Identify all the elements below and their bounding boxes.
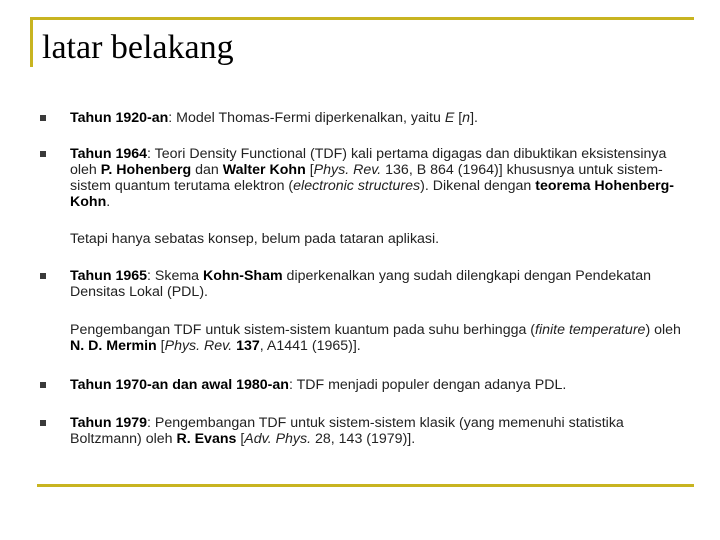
author-name: N. D. Mermin (70, 338, 157, 354)
item-year: Tahun 1965 (70, 268, 148, 284)
item-1920s: Tahun 1920-an: Model Thomas-Fermi diperkenalkan, yaitu E [n]. (70, 110, 478, 126)
note-1965: Pengembangan TDF untuk sistem-sistem kuantum pada suhu berhingga (finite temperature) oleh N. D. Mermin [Phys. Rev. 137, A1441 (1965)]. (70, 322, 681, 354)
item-year: Tahun 1964 (70, 146, 148, 162)
bullet-1 (40, 115, 46, 121)
journal-name: Adv. Phys. (244, 431, 312, 447)
bullet-3 (40, 273, 46, 279)
author-name: P. Hohenberg (100, 162, 192, 178)
journal-name: Phys. Rev. (164, 338, 233, 354)
frame-top-line (30, 17, 694, 20)
bullet-2 (40, 151, 46, 157)
journal-name: Phys. Rev. (313, 162, 382, 178)
author-name: R. Evans (176, 431, 237, 447)
frame-bottom-line (37, 484, 694, 487)
theorem-name: teorema Hohenberg-Kohn (70, 178, 675, 210)
item-1979: Tahun 1979: Pengembangan TDF untuk sistem-sistem klasik (yang memenuhi statistika Boltzmann) oleh R. Evans [Adv. Phys. 28, 143 (1979)]. (70, 415, 624, 447)
bullet-5 (40, 420, 46, 426)
slide-title: latar belakang (42, 29, 234, 66)
bullet-4 (40, 382, 46, 388)
item-1970s-1980s: Tahun 1970-an dan awal 1980-an: TDF menjadi populer dengan adanya PDL. (70, 377, 567, 393)
frame-left-line (30, 17, 33, 67)
item-year: Tahun 1970-an dan awal 1980-an (70, 377, 289, 393)
author-name: Walter Kohn (222, 162, 306, 178)
note-1964: Tetapi hanya sebatas konsep, belum pada tataran aplikasi. (70, 231, 440, 247)
item-year: Tahun 1979 (70, 415, 148, 431)
scheme-name: Kohn-Sham (203, 268, 283, 284)
item-1965: Tahun 1965: Skema Kohn-Sham diperkenalkan yang sudah dilengkapi dengan Pendekatan Densitas Lokal (PDL). (70, 268, 651, 300)
item-year: Tahun 1920-an (70, 110, 169, 126)
item-1964: Tahun 1964: Teori Density Functional (TDF) kali pertama digagas dan dibuktikan eksistensinya oleh P. Hohenberg dan Walter Kohn [Phys. Rev. 136, B 864 (1964)] khususnya untuk sistem-sistem quantum terutama elektron (electronic structures). Dikenal dengan teorema Hohenberg-Kohn. (70, 146, 675, 210)
